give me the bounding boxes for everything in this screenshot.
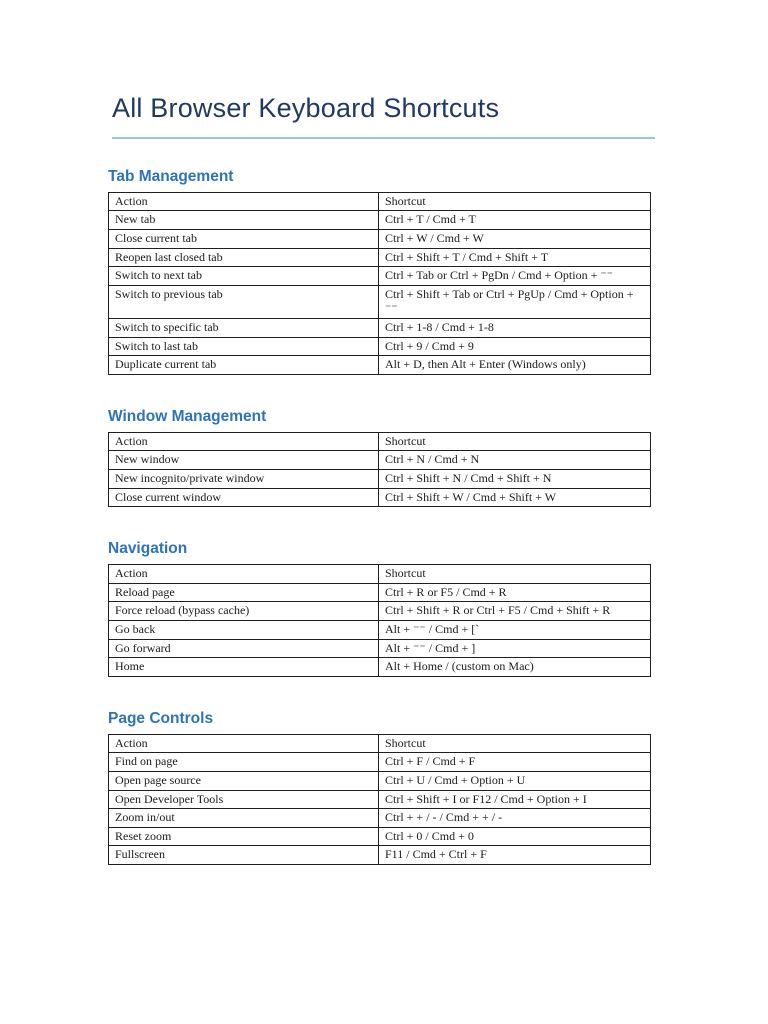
shortcut-cell: Ctrl + N / Cmd + N: [379, 451, 651, 470]
table-row: [109, 337, 651, 356]
shortcut-cell: Ctrl + Shift + R or Ctrl + F5 / Cmd + Shift + R: [379, 602, 651, 621]
table-row: [109, 772, 651, 791]
table-row: [109, 451, 651, 470]
table-row: [109, 267, 651, 286]
table-header-row: [109, 192, 651, 211]
shortcut-cell: Ctrl + Shift + T / Cmd + Shift + T: [379, 248, 651, 267]
shortcut-cell: Ctrl + 1-8 / Cmd + 1-8: [379, 318, 651, 337]
action-cell: Find on page: [109, 753, 379, 772]
action-cell: Go forward: [109, 639, 379, 658]
shortcuts-table: [108, 564, 651, 677]
table-row: [109, 827, 651, 846]
column-header-shortcut: Shortcut: [379, 192, 651, 211]
section-heading: Page Controls: [108, 709, 214, 727]
shortcut-cell: Alt + D, then Alt + Enter (Windows only): [379, 356, 651, 375]
table-row: [109, 488, 651, 507]
table-row: [109, 639, 651, 658]
action-cell: Duplicate current tab: [109, 356, 379, 375]
shortcut-cell: Ctrl + W / Cmd + W: [379, 229, 651, 248]
section-heading: Window Management: [108, 407, 267, 425]
action-cell: Open Developer Tools: [109, 790, 379, 809]
shortcut-cell: Ctrl + R or F5 / Cmd + R: [379, 583, 651, 602]
shortcut-cell: Ctrl + Shift + Tab or Ctrl + PgUp / Cmd + Option + ⁻⁻: [379, 285, 651, 318]
shortcut-cell: Ctrl + F / Cmd + F: [379, 753, 651, 772]
action-cell: Open page source: [109, 772, 379, 791]
table-row: [109, 211, 651, 230]
table-row: [109, 248, 651, 267]
action-cell: Close current tab: [109, 229, 379, 248]
shortcut-section: [108, 408, 656, 507]
page-title: All Browser Keyboard Shortcuts: [112, 93, 500, 123]
table-row: [109, 753, 651, 772]
section-heading: Navigation: [108, 540, 188, 558]
action-cell: New incognito/private window: [109, 469, 379, 488]
action-cell: Switch to previous tab: [109, 285, 379, 318]
action-cell: Force reload (bypass cache): [109, 602, 379, 621]
action-cell: Home: [109, 658, 379, 677]
action-cell: Reload page: [109, 583, 379, 602]
action-cell: Switch to next tab: [109, 267, 379, 286]
action-cell: Fullscreen: [109, 846, 379, 865]
action-cell: Switch to specific tab: [109, 318, 379, 337]
table-row: [109, 469, 651, 488]
table-row: [109, 620, 651, 639]
shortcut-cell: Alt + ⁻⁻ / Cmd + [`: [379, 620, 651, 639]
shortcut-cell: Alt + Home / (custom on Mac): [379, 658, 651, 677]
sections-container: [108, 168, 656, 865]
shortcut-section: [108, 168, 656, 375]
table-row: [109, 658, 651, 677]
column-header-action: Action: [109, 432, 379, 451]
title-rule: [112, 137, 655, 139]
column-header-action: Action: [109, 734, 379, 753]
table-row: [109, 809, 651, 828]
shortcuts-table: [108, 734, 651, 865]
table-row: [109, 318, 651, 337]
column-header-shortcut: Shortcut: [379, 734, 651, 753]
column-header-shortcut: Shortcut: [379, 565, 651, 584]
shortcut-cell: Ctrl + 9 / Cmd + 9: [379, 337, 651, 356]
shortcut-cell: Ctrl + Tab or Ctrl + PgDn / Cmd + Option + ⁻⁻: [379, 267, 651, 286]
action-cell: Zoom in/out: [109, 809, 379, 828]
section-heading: Tab Management: [108, 167, 234, 185]
shortcut-cell: F11 / Cmd + Ctrl + F: [379, 846, 651, 865]
action-cell: New window: [109, 451, 379, 470]
column-header-action: Action: [109, 192, 379, 211]
shortcut-cell: Alt + ⁻⁻ / Cmd + ]: [379, 639, 651, 658]
table-header-row: [109, 565, 651, 584]
shortcuts-table: [108, 432, 651, 507]
action-cell: Switch to last tab: [109, 337, 379, 356]
table-header-row: [109, 734, 651, 753]
table-row: [109, 583, 651, 602]
table-row: [109, 229, 651, 248]
shortcut-cell: Ctrl + Shift + W / Cmd + Shift + W: [379, 488, 651, 507]
shortcut-cell: Ctrl + T / Cmd + T: [379, 211, 651, 230]
table-row: [109, 285, 651, 318]
column-header-shortcut: Shortcut: [379, 432, 651, 451]
action-cell: Reset zoom: [109, 827, 379, 846]
shortcut-cell: Ctrl + U / Cmd + Option + U: [379, 772, 651, 791]
action-cell: New tab: [109, 211, 379, 230]
shortcut-cell: Ctrl + Shift + I or F12 / Cmd + Option + I: [379, 790, 651, 809]
action-cell: Reopen last closed tab: [109, 248, 379, 267]
shortcut-section: [108, 540, 656, 677]
column-header-action: Action: [109, 565, 379, 584]
shortcut-section: [108, 710, 656, 865]
action-cell: Go back: [109, 620, 379, 639]
table-row: [109, 602, 651, 621]
action-cell: Close current window: [109, 488, 379, 507]
shortcut-cell: Ctrl + Shift + N / Cmd + Shift + N: [379, 469, 651, 488]
shortcut-cell: Ctrl + 0 / Cmd + 0: [379, 827, 651, 846]
table-row: [109, 356, 651, 375]
table-header-row: [109, 432, 651, 451]
table-row: [109, 846, 651, 865]
shortcuts-table: [108, 192, 651, 375]
table-row: [109, 790, 651, 809]
shortcut-cell: Ctrl + + / - / Cmd + + / -: [379, 809, 651, 828]
